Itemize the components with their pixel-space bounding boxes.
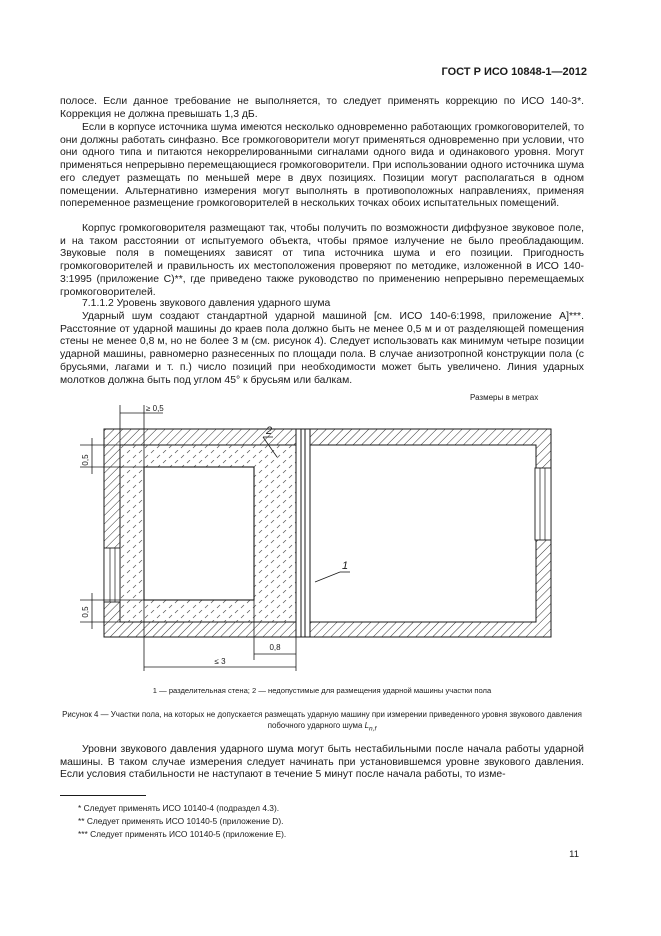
- paragraph-impact-noise: Ударный шум создают стандартной ударной машиной [см. ИСО 140-6:1998, приложение А]***. Расстояние от ударной машины до краев пола должно быть не менее 0,5 м и от разделяющей помещения стены не менее 0,8 м, но не более 3 м (см. рисунок 4). Следует использовать как минимум четыре позиции ударной машины, равномерно разнесенных по площади пола. В случае анизотропной конструкции пола (с брусьями, лагами и т. п.) число позиций при необходимости может быть увеличено. Линия ударных молотков должна быть под углом 45° к брусьям или балкам.: [60, 311, 584, 386]
- figure-units-note: Размеры в метрах: [470, 393, 539, 402]
- dim-left-bottom-label: 0,5: [81, 606, 90, 618]
- figure-legend: 1 — разделительная стена; 2 — недопустимые для размещения ударной машины участки пола: [152, 686, 492, 695]
- callout-wall-number: 1: [342, 560, 349, 572]
- paragraph-loudspeaker-placement: Корпус громкоговорителя размещают так, чтобы получить по возможности диффузное звуковое поле, и на таком расстоянии от испытуемого объекта, чтобы прямое излучение не было преобладающим. Звуковые поля в помещениях зависят от типа источника шума и его позиции. Пригодность громкоговорителей и правильность их местоположения проверяют по методике, изложенной в ИСО 140-3:1995 (приложение С)**, где приведено также руководство по применению непрерывно перемещаемых громкоговорителей.: [60, 223, 584, 298]
- separating-wall: [296, 429, 310, 637]
- figure-caption-symbol: L: [364, 721, 369, 730]
- paragraph-correction: полосе. Если данное требование не выполняется, то следует применять коррекцию по ИСО 140-3*. Коррекция не должна превышать 1,3 дБ.: [60, 96, 584, 120]
- paragraph-stability: Уровни звукового давления ударного шума могут быть нестабильными после начала работы ударной машины. В таком случае измерения следует начинать при установившемся уровне звукового давления. Если условия стабильности не наступают в течение 5 минут после начала работы, то изме-: [60, 744, 584, 781]
- dim-left-top-label: 0,5: [81, 454, 90, 466]
- callout-area-number: 2: [266, 425, 273, 437]
- section-heading-impact-noise: 7.1.1.2 Уровень звукового давления ударного шума: [82, 298, 331, 309]
- dim-top-label: ≥ 0,5: [146, 404, 164, 413]
- figure-caption-subscript: n,f: [368, 725, 377, 733]
- paragraph-loudspeakers: Если в корпусе источника шума имеются несколько одновременно работающих громкоговорителей, то они должны работать синфазно. Все громкоговорители могут применяться одновременно при условии, что они одного типа и питаются некоррелированными сигналами одного вида и одинакового уровня. Могут применяться непрерывно перемещающиеся громкоговорители. При использовании одного источника шума его следует размещать по меньшей мере в двух позициях. Позиции могут располагаться в одном помещении. Альтернативно измерения могут выполнять в противоположных направлениях, применяя попеременное размещение громкоговорителей в нескольких точках обоих испытательных помещений.: [60, 122, 584, 210]
- dim-wall-distance-label: 0,8: [269, 643, 281, 652]
- footnote-2: ** Следует применять ИСО 10140-5 (приложение D).: [78, 816, 284, 826]
- figure-caption: [60, 709, 584, 735]
- footnote-3: *** Следует применять ИСО 10140-5 (приложение E).: [78, 829, 287, 839]
- figure-caption-text: Участки пола, на которых не допускается размещать ударную машину при измерении приведенного уровня звукового давления побочного ударного шума: [110, 710, 582, 730]
- figure-caption-prefix: Рисунок 4 —: [62, 710, 109, 719]
- dim-length-label: ≤ 3: [214, 657, 226, 666]
- page-number: 11: [569, 849, 579, 860]
- footnote-1: * Следует применять ИСО 10140-4 (подраздел 4.3).: [78, 803, 280, 813]
- forbidden-floor-zone: [120, 445, 296, 622]
- document-header: ГОСТ Р ИСО 10848-1—2012: [441, 66, 587, 78]
- footnote-separator: [60, 795, 146, 796]
